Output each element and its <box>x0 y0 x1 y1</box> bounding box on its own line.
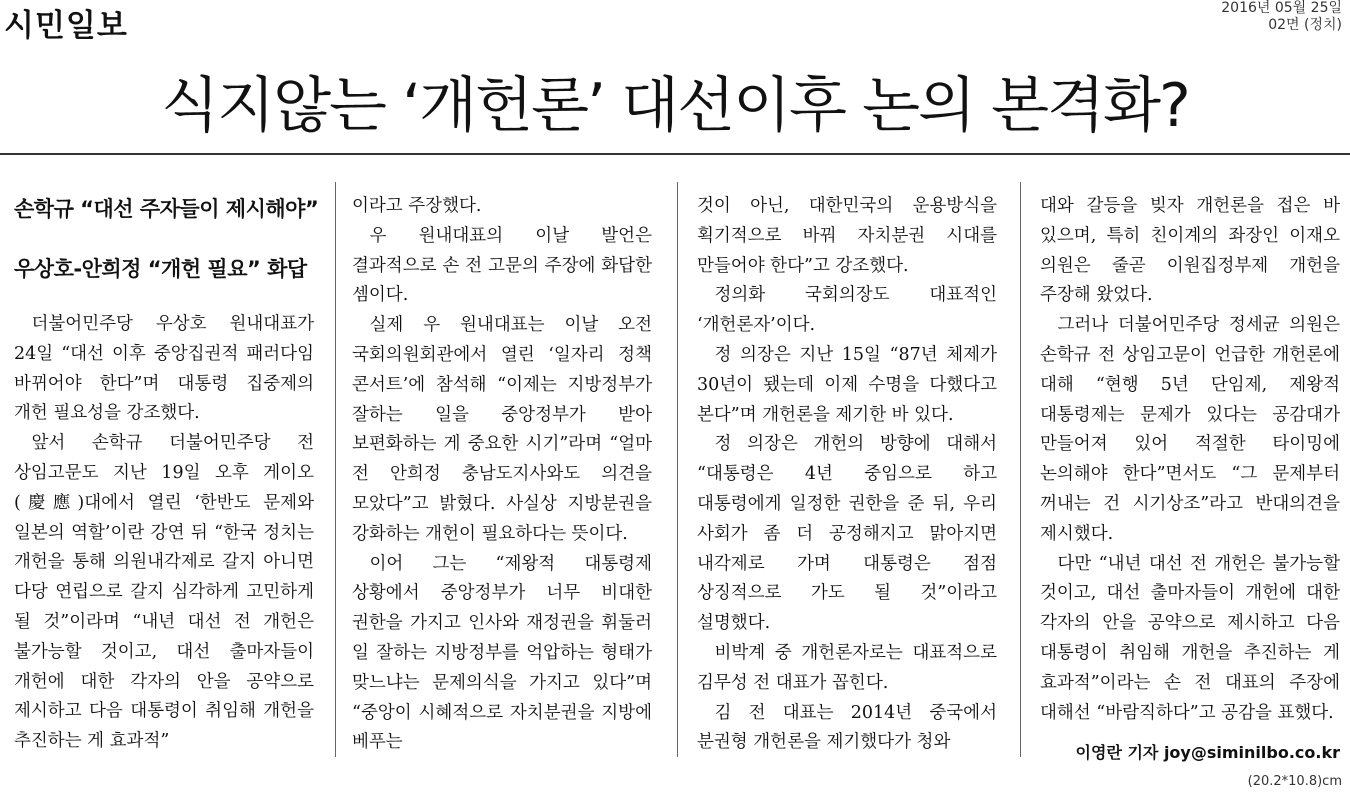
article-paragraph: 정의화 국회의장도 대표적인 ‘개헌론자’이다. <box>697 285 997 336</box>
article-paragraph: 것이 아닌, 대한민국의 운용방식을 획기적으로 바꿔 자치분권 시대를 만들어야 한다”고 강조했다. <box>697 196 997 276</box>
article-size-note: (20.2*10.8)cm <box>1247 774 1342 789</box>
dateline <box>1221 0 1342 34</box>
article-paragraph: 앞서 손학규 더불어민주당 전 상임고문도 지난 19일 오후 게이오(慶應)대에서 열린 ‘한반도 문제와 일본의 역할’이란 강연 뒤 “한국 정치는 개헌을 통해 의원내각제로 갈지 아니면 다당 연립으로 갈지 심각하게 고민하게 될 것”이라며 “내년 대선 전 개헌은 불가능할 것이고, 대선 출마자들이 개헌에 대한 각자의 안을 공약으로 제시하고 다음 대통령이 취임해 개헌을 추진하는 게 효과적” <box>14 433 314 752</box>
article-paragraph: 그러나 더불어민주당 정세균 의원은 손학규 전 상임고문이 언급한 개헌론에 대해 “현행 5년 단임제, 제왕적 대통령제는 문제가 있다는 공감대가 만들어져 있어 적절한 타이밍에 논의해야 한다”면서도 “그 문제부터 꺼내는 건 시기상조”라고 반대의견을 제시했다. <box>1040 315 1340 544</box>
column-divider <box>335 182 336 757</box>
article-column-3 <box>697 192 997 758</box>
headline-rule <box>0 153 1350 155</box>
article-paragraph: 대와 갈등을 빚자 개헌론을 접은 바 있으며, 특히 친이계의 좌장인 이재오 의원은 줄곧 이원집정부제 개헌을 주장해 왔었다. <box>1040 196 1340 306</box>
newspaper-logo: 시민일보 <box>4 8 128 44</box>
headline: 식지않는 ‘개헌론’ 대선이후 논의 본격화? <box>161 71 1189 141</box>
article-column-2 <box>352 192 652 758</box>
article-paragraph: 더불어민주당 우상호 원내대표가 24일 “대선 이후 중앙집권적 패러다임 바뀌어야 한다”며 대통령 집중제의 개헌 필요성을 강조했다. <box>14 314 314 424</box>
byline: 이영란 기자 joy@siminilbo.co.kr <box>1075 743 1340 762</box>
article-column-1 <box>14 310 314 757</box>
column-divider <box>1020 182 1021 757</box>
column-divider <box>677 182 678 757</box>
article-paragraph: 우 원내대표의 이날 발언은 결과적으로 손 전 고문의 주장에 화답한 셈이다. <box>352 225 652 306</box>
article-paragraph: 실제 우 원내대표는 이날 오전 국회의원회관에서 열린 ‘일자리 정책 콘서트’에 참석해 “이제는 지방정부가 잘하는 일을 중앙정부가 받아 보편화하는 게 중요한 시기”라며 “얼마 전 안희정 충남도지사와도 의견을 모았다”고 밝혔다. 사실상 지방분권을 강화하는 개헌이 필요하다는 뜻이다. <box>352 315 652 544</box>
article-paragraph: 비박계 중 개헌론자로는 대표적으로 김무성 전 대표가 꼽힌다. <box>697 642 997 693</box>
article-paragraph: 이어 그는 “제왕적 대통령제 상황에서 중앙정부가 너무 비대한 권한을 가지고 인사와 재정권을 휘둘러 일 잘하는 지방정부를 억압하는 형태가 맞느냐는 문제의식을 가지고 있다”며 “중앙이 시혜적으로 자치분권을 지방에 베푸는 <box>352 553 652 753</box>
page-section: 02면 (정치) <box>1268 17 1342 33</box>
article-paragraph: 김 전 대표는 2014년 중국에서 분권형 개헌론을 제기했다가 청와 <box>697 702 997 753</box>
issue-date: 2016년 05월 25일 <box>1221 0 1342 16</box>
article-paragraph: 정 의장은 개헌의 방향에 대해서 “대통령은 4년 중임으로 하고 대통령에게 일정한 권한을 준 뒤, 우리 사회가 좀 더 공정해지고 맑아지면 내각제로 가며 대통령은 점점 상징적으로 가도 될 것”이라고 설명했다. <box>697 434 997 634</box>
article-paragraph: 정 의장은 지난 15일 “87년 체제가 30년이 됐는데 이제 수명을 다했다고 본다”며 개헌론을 제기한 바 있다. <box>697 344 997 425</box>
article-column-4 <box>1040 192 1340 728</box>
article-paragraph: 다만 “내년 대선 전 개헌은 불가능할 것이고, 대선 출마자들이 개헌에 대한 각자의 안을 공약으로 제시하고 다음 대통령이 취임해 개헌을 추진하는 게 효과적”이라는 손 전 대표의 주장에 대해선 “바람직하다”고 공감을 표했다. <box>1040 553 1340 723</box>
article-paragraph: 이라고 주장했다. <box>352 196 482 216</box>
subheading-2: 우상호-안희정 “개헌 필요” 화답 <box>14 257 307 281</box>
subheading-1: 손학규 “대선 주자들이 제시해야” <box>14 197 319 221</box>
